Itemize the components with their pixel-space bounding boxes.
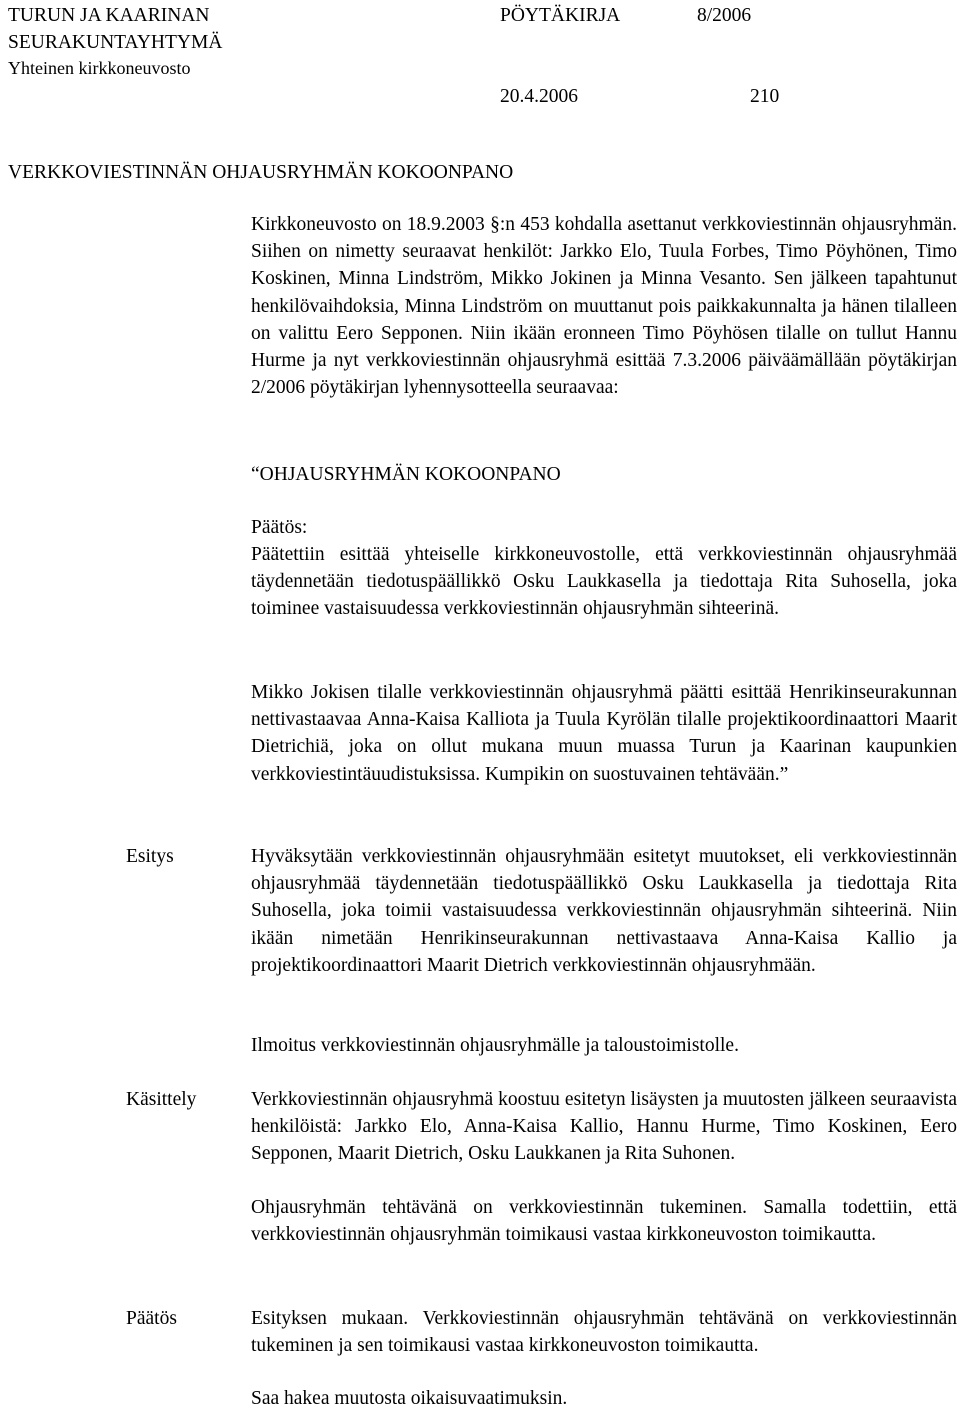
paatos-label: Päätös [126,1308,177,1329]
decision-label: Päätös: [251,517,308,538]
esitys-text: Hyväksytään verkkoviestinnän ohjausryhmään esitetyt muutokset, eli verkkoviestinnän ohjausryhmää täydennetään tiedotuspäällikkö Osku Laukkasella ja tiedottaja Rita Suhosella, joka toimii vastaisuudessa verkkoviestinnän ohjausryhmän sihteerinä. Niin ikään nimetään Henrikinseurakunnan nettivastaava Anna-Kaisa Kallio ja projektikoordinaattori Maarit Dietrich verkkoviestinnän ohjausryhmään. [251,846,957,976]
kasittely-text-2: Ohjausryhmän tehtävänä on verkkoviestinnän tukeminen. Samalla todettiin, että verkkoviestinnän ohjausryhmän toimikausi vastaa kirkkoneuvoston toimikautta. [251,1197,957,1246]
kasittely-label: Käsittely [126,1089,197,1110]
decision-text: Päätettiin esittää yhteiselle kirkkoneuvostolle, että verkkoviestinnän ohjausryhmää täydennetään tiedotuspäällikkö Osku Laukkasella ja tiedottaja Rita Suhosella, joka toiminee vastaisuudessa verkkoviestinnän ohjausryhmän sihteerinä. [251,544,957,620]
kasittely-text: Verkkoviestinnän ohjausryhmä koostuu esitetyn lisäysten ja muutosten jälkeen seuraavista henkilöistä: Jarkko Elo, Anna-Kaisa Kallio, Hannu Hurme, Timo Koskinen, Eero Sepponen, Maarit Dietrich, Osku Laukkanen ja Rita Suhonen. [251,1089,957,1165]
page-number: 210 [750,86,780,107]
esitys-label: Esitys [126,846,174,867]
doc-date: 20.4.2006 [500,86,578,107]
appeal-note: Saa hakea muutosta oikaisuvaatimuksin. [251,1388,568,1409]
doc-number: 8/2006 [697,5,752,26]
doc-type: PÖYTÄKIRJA [500,5,621,26]
mikko-paragraph: Mikko Jokisen tilalle verkkoviestinnän ohjausryhmä päätti esittää Henrikinseurakunnan nettivastaavaa Anna-Kaisa Kalliota ja Tuula Kyrölän tilalle projektikoordinaattori Maarit Dietrichiä, joka on ollut mukana muun muassa Turun ja Kaarinan kaupunkien verkkoviestintäuudistuksissa. Kumpikin on suostuvainen tehtävään.” [251,682,957,785]
org-name: TURUN JA KAARINAN [8,5,210,26]
quote-title: “OHJAUSRYHMÄN KOKOONPANO [251,464,561,485]
esitys-notice: Ilmoitus verkkoviestinnän ohjausryhmälle ja taloustoimistolle. [251,1035,739,1056]
org-subname: SEURAKUNTAYHTYMÄ [8,32,223,53]
org-body: Yhteinen kirkkoneuvosto [8,58,191,78]
intro-paragraph: Kirkkoneuvosto on 18.9.2003 §:n 453 kohdalla asettanut verkkoviestinnän ohjausryhmän. Siihen on nimetty seuraavat henkilöt: Jarkko Elo, Tuula Forbes, Timo Pöyhönen, Timo Koskinen, Minna Lindström, Mikko Jokinen ja Minna Vesanto. Sen jälkeen tapahtunut henkilövaihdoksia, Minna Lindström on muuttanut pois paikkakunnalta ja hänen tilalleen on valittu Eero Sepponen. Niin ikään eronneen Timo Pöyhösen tilalle on tullut Hannu Hurme ja nyt verkkoviestinnän ohjausryhmä esittää 7.3.2006 päiväämällään pöytäkirjan 2/2006 pöytäkirjan lyhennysotteella seuraavaa: [251,214,957,399]
section-title: VERKKOVIESTINNÄN OHJAUSRYHMÄN KOKOONPANO [8,162,514,183]
paatos-text: Esityksen mukaan. Verkkoviestinnän ohjausryhmän tehtävänä on verkkoviestinnän tukeminen ja sen toimikausi vastaa kirkkoneuvoston toimikautta. [251,1308,957,1357]
